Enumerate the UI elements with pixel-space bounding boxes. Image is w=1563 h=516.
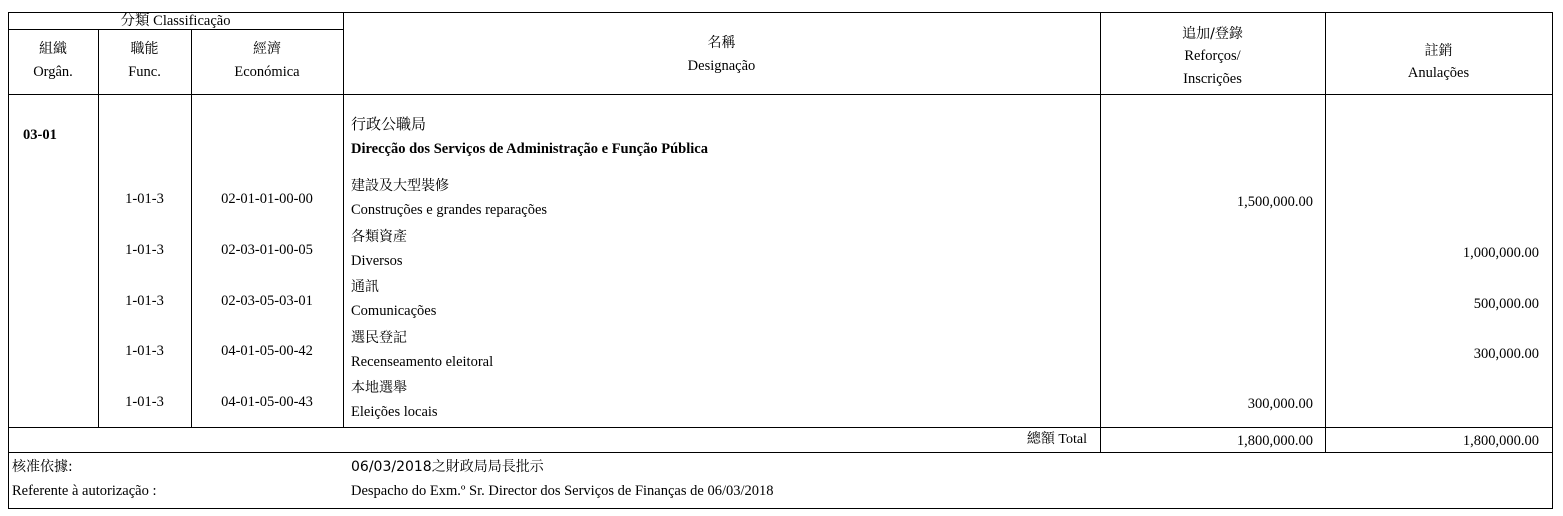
row-econ: 04-01-05-00-42	[221, 343, 313, 359]
row-func: 1-01-3	[125, 191, 164, 207]
header-anulacoes-zh: 註銷	[1424, 43, 1453, 59]
line-col-econ	[191, 29, 192, 427]
row-desig-pt: Construções e grandes reparações	[351, 202, 548, 218]
total-reforcos: 1,800,000.00	[1236, 433, 1313, 449]
line-body-bottom	[8, 427, 1552, 428]
total-anulacoes: 1,800,000.00	[1462, 433, 1539, 449]
row-func: 1-01-3	[125, 293, 164, 309]
header-organ-pt: Orgân.	[33, 64, 73, 80]
header-econ-zh: 經濟	[253, 41, 281, 57]
authorization-label-pt: Referente à autorização :	[12, 483, 157, 499]
row-func: 1-01-3	[125, 343, 164, 359]
row-reforco: 300,000.00	[1247, 396, 1313, 412]
header-econ-pt: Económica	[234, 64, 300, 80]
header-func-pt: Func.	[128, 64, 161, 80]
row-desig-zh: 各類資產	[351, 229, 407, 245]
header-organ-zh: 組織	[39, 41, 67, 57]
line-left	[8, 12, 9, 508]
header-reforcos-zh: 追加/登錄	[1182, 26, 1243, 42]
row-func: 1-01-3	[125, 394, 164, 410]
header-reforcos-pt2: Inscrições	[1183, 71, 1242, 87]
line-right	[1552, 12, 1553, 509]
line-bottom	[8, 508, 1552, 509]
row-desig-pt: Diversos	[351, 253, 403, 269]
total-label: 總額 Total	[1026, 432, 1087, 447]
row-anulacao: 1,000,000.00	[1462, 245, 1539, 261]
authorization-text-zh: 06/03/2018之財政局局長批示	[351, 459, 544, 475]
row-desig-zh: 通訊	[351, 279, 379, 295]
row-desig-pt: Eleições locais	[351, 404, 438, 420]
row-reforco: 1,500,000.00	[1236, 194, 1313, 210]
row-econ: 02-01-01-00-00	[221, 191, 313, 207]
row-desig-pt: Comunicações	[351, 303, 437, 319]
row-desig-zh: 選民登記	[351, 330, 407, 346]
authorization-label-zh: 核准依據:	[12, 459, 73, 475]
row-econ: 02-03-01-00-05	[221, 242, 313, 258]
line-total-bottom	[8, 452, 1552, 453]
header-func-zh: 職能	[130, 41, 159, 57]
header-designation-pt: Designação	[687, 58, 756, 74]
row-anulacao: 500,000.00	[1473, 296, 1539, 312]
row-econ: 02-03-05-03-01	[221, 293, 313, 309]
row-desig-zh: 建設及大型裝修	[351, 178, 449, 194]
line-header-bottom	[8, 94, 1552, 95]
row-anulacao: 300,000.00	[1473, 346, 1539, 362]
header-designation-zh: 名稱	[707, 35, 736, 51]
row-desig-zh: 本地選舉	[351, 380, 407, 396]
budget-table	[8, 12, 1552, 508]
row-econ: 04-01-05-00-43	[221, 394, 313, 410]
line-col-func	[98, 29, 99, 427]
header-reforcos-pt1: Reforços/	[1184, 48, 1241, 64]
header-anulacoes-pt: Anulações	[1407, 65, 1470, 81]
header-classification: 分類 Classificação	[120, 13, 231, 29]
entity-code: 03-01	[23, 127, 57, 143]
row-func: 1-01-3	[125, 242, 164, 258]
row-desig-pt: Recenseamento eleitoral	[351, 354, 494, 370]
authorization-text-pt: Despacho do Exm.º Sr. Director dos Serviços de Finanças de 06/03/2018	[351, 483, 774, 499]
entity-name-zh: 行政公職局	[351, 115, 427, 133]
entity-name-pt: Direcção dos Serviços de Administração e Função Pública	[351, 141, 708, 157]
